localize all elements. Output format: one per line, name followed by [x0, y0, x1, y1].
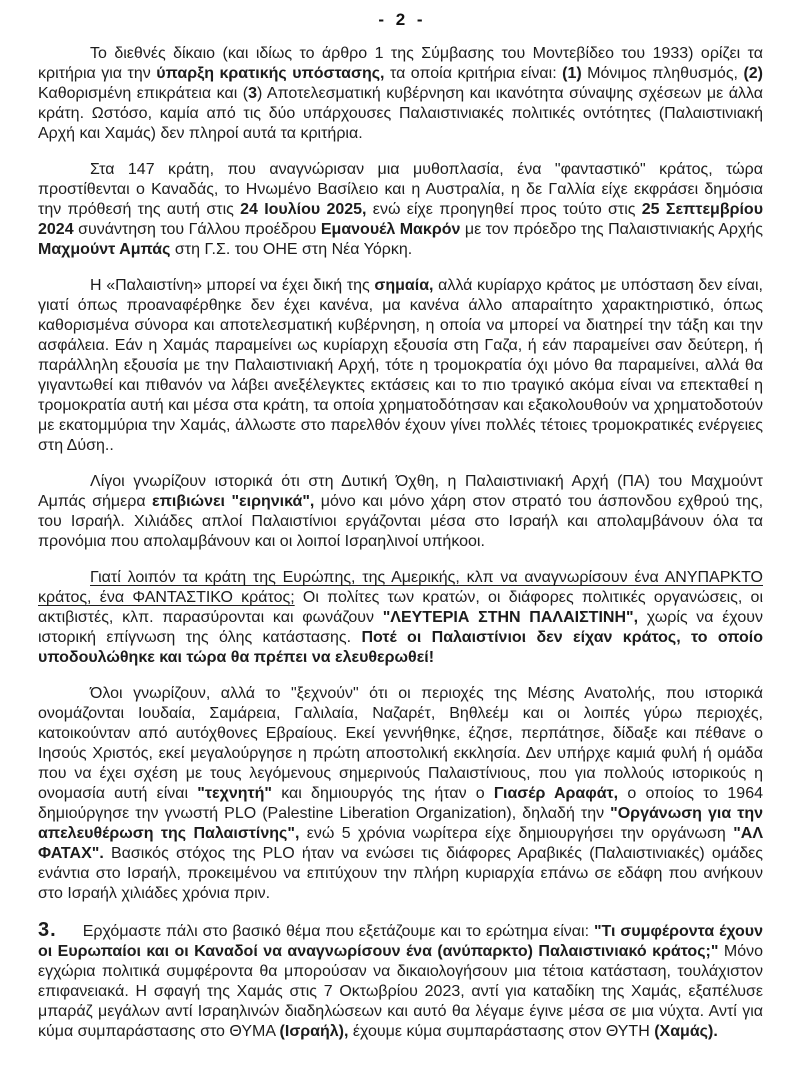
text-run: μόνο και μόνο χάρη στον στρατό του άσπονδου εχθρού της, του Ισραήλ. Χιλιάδες απλοί Παλαιστίνιοι εργάζονται μέσα στο Ισραήλ και απολαμβάνουν όλα τα προνόμια που απολαμβάνουν και οι λοιποί Ισραηλινοί υπήκοοι.: [38, 493, 764, 550]
emphasized-text: Γιατί λοιπόν τα κράτη της Ευρώπης, της Αμερικής, κλπ να αναγνωρίσουν ένα ΑΝΥΠΑΡΚΤΟ κράτος, ένα ΦΑΝΤΑΣΤΙΚΟ κράτος;: [38, 569, 763, 606]
section-number: 3.: [38, 919, 57, 941]
emphasized-text: "Οργάνωση για την απελευθέρωση της Παλαιστίνης",: [38, 805, 764, 842]
text-run: ενώ 5 χρόνια νωρίτερα είχε δημιουργήσει την οργάνωση: [299, 825, 734, 842]
paragraph: [38, 44, 763, 144]
document-body: [0, 30, 801, 1042]
emphasized-text: Εμανουέλ Μακρόν: [320, 221, 461, 238]
text-run: Στα 147 κράτη, που αναγνώρισαν μια μυθοπλασία, ένα "φανταστικό" κράτος, τώρα προστίθενται ο Καναδάς, το Ηνωμένο Βασίλειο και η Αυστραλία, η δε Γαλλία είχε εκφράσει δημόσια την πρόθεσή της αυτή στις: [38, 161, 763, 218]
text-run: Λίγοι γνωρίζουν ιστορικά ότι στη Δυτική Όχθη, η Παλαιστινιακή Αρχή (ΠΑ) του Μαχμούντ Αμπάς σήμερα: [38, 473, 763, 510]
text-run: και δημιουργός της ήταν ο: [272, 785, 494, 802]
text-run: συνάντηση του Γάλλου προέδρου: [73, 221, 321, 238]
emphasized-text: 3: [248, 85, 257, 102]
paragraph: [38, 472, 763, 552]
emphasized-text: Ποτέ οι Παλαιστίνιοι δεν είχαν κράτος, το οποίο υποδουλώθηκε και τώρα θα πρέπει να ελευθερωθεί!: [38, 629, 763, 666]
text-run: Οι πολίτες των κρατών, οι διάφορες πολιτικές οργανώσεις, οι ακτιβιστές, κλπ. παρασύρονται και φωνάζουν: [38, 589, 764, 626]
emphasized-text: (2): [743, 65, 764, 82]
text-run: Ερχόμαστε πάλι στο βασικό θέμα που εξετάζουμε και το ερώτημα είναι:: [82, 923, 594, 940]
page-number: - 2 -: [378, 10, 423, 29]
paragraph: [38, 160, 763, 260]
paragraph: [38, 568, 763, 668]
emphasized-text: Μαχμούντ Αμπάς: [38, 241, 171, 258]
text-run: έχουμε κύμα συμπαράστασης στον ΘΥΤΗ: [348, 1023, 655, 1040]
emphasized-text: "ΑΛ ΦΑΤΑΧ".: [38, 825, 763, 862]
emphasized-text: "ΛΕΥΤΕΡΙΑ ΣΤΗΝ ΠΑΛΑΙΣΤΙΝΗ",: [382, 609, 639, 626]
text-run: με τον πρόεδρο της Παλαιστινιακής Αρχής: [460, 221, 764, 238]
text-run: Η «Παλαιστίνη» μπορεί να έχει δική της: [90, 277, 375, 294]
text-run: χωρίς να έχουν ιστορική επίγνωση της όλης κατάστασης.: [38, 609, 763, 646]
text-run: τα οποία κριτήρια είναι:: [384, 65, 563, 82]
text-run: αλλά κυρίαρχο κράτος με υπόσταση δεν είναι, γιατί όπως προαναφέρθηκε δεν έχει κανένα, μα κανένα άλλο απαραίτητο χαρακτηριστικό, όπως καθορισμένα σύνορα και αποτελεσματική κυβέρνηση, η οποία να μπορεί να διατηρεί την τάξη και την ασφάλεια. Εάν η Χαμάς παραμείνει ως κυρίαρχη εξουσία στη Γαζα, ή εάν παραμείνει σαν δεύτερη, ή παράλληλη εξουσία με την Παλαιστινιακή Αρχή, τότε η τρομοκρατία όχι μόνο θα παραμείνει, αλλά θα γιγαντωθεί και πιθανόν να λάβει ανεξέλεγκτες εκτάσεις και το πιο τραγικό ακόμα είναι να επεκταθεί η τρομοκρατία αυτή και μέσα στα κράτη, τα οποία χρηματοδότησαν και εξακολουθούν να χρηματοδοτούν με εκατομμύρια την Χαμάς, άλλωστε στο παρελθόν έχουν γίνει πολλές τέτοιες τρομοκρατικές ενέργειες στη Δύση..: [38, 277, 763, 454]
numbered-paragraph: [38, 920, 763, 1042]
paragraph: [38, 684, 763, 904]
text-run: ενώ είχε προηγηθεί προς τούτο στις: [366, 201, 642, 218]
text-run: Μόνιμος πληθυσμός,: [581, 65, 744, 82]
emphasized-text: (1): [562, 65, 582, 82]
text-run: Μόνο εγχώρια πολιτικά συμφέροντα θα μπορούσαν να δικαιολογήσουν μια τέτοια κατάσταση, τουλάχιστον επιφανειακά. Η σφαγή της Χαμάς στις 7 Οκτωβρίου 2023, αντί για καταδίκη της Χαμάς, εξαπέλυσε μπαράζ μεγάλων αντί Ισραηλινών διαδηλώσεων και αυτό θα λέγαμε έγινε μέσα σε μια νύχτα. Αντί για κύμα συμπαράστασης στο ΘΥΜΑ: [38, 943, 763, 1040]
emphasized-text: ύπαρξη κρατικής υπόστασης,: [156, 65, 385, 82]
text-run: ο οποίος το 1964 δημιούργησε την γνωστή PLO (Palestine Liberation Organization), δηλαδή την: [38, 785, 764, 822]
emphasized-text: "τεχνητή": [197, 785, 272, 802]
emphasized-text: 25 Σεπτεμβρίου 2024: [38, 201, 764, 238]
emphasized-text: 24 Ιουλίου 2025,: [240, 201, 367, 218]
emphasized-text: σημαία,: [374, 277, 434, 294]
emphasized-text: (Χαμάς).: [654, 1023, 718, 1040]
text-run: Καθορισμένη επικράτεια και (: [38, 85, 249, 102]
emphasized-text: "Τι συμφέροντα έχουν οι Ευρωπαίοι και οι Καναδοί να αναγνωρίσουν ένα (ανύπαρκτο) Παλαιστινιακό κράτος;": [38, 923, 763, 960]
emphasized-text: επιβιώνει "ειρηνικά",: [152, 493, 315, 510]
text-run: στη Γ.Σ. του ΟΗΕ στη Νέα Υόρκη.: [170, 241, 413, 258]
text-run: Το διεθνές δίκαιο (και ιδίως το άρθρο 1 της Σύμβασης του Μοντεβίδεο του 1933) ορίζει τα κριτήρια για την: [38, 45, 763, 82]
paragraph: [38, 276, 763, 456]
text-run: Βασικός στόχος της PLO ήταν να ενώσει τις διάφορες Αραβικές (Παλαιστινιακές) ομάδες ενάντια στο Ισραήλ, προκειμένου να επιτύχουν την πλήρη κυριαρχία επάνω σε εδάφη που ανήκουν στο Ισραήλ χιλιάδες χρόνια πριν.: [38, 845, 763, 902]
text-run: ) Αποτελεσματική κυβέρνηση και ικανότητα σύναψης σχέσεων με άλλα κράτη. Ωστόσο, καμία από τις δύο υπάρχουσες Παλαιστινιακές πολιτικές οντότητες (Παλαιστινιακή Αρχή και Χαμάς) δεν πληροί αυτά τα κριτήρια.: [38, 85, 763, 142]
emphasized-text: Γιασέρ Αραφάτ,: [493, 785, 619, 802]
text-run: Όλοι γνωρίζουν, αλλά το "ξεχνούν" ότι οι περιοχές της Μέσης Ανατολής, που ιστορικά ονομάζονται Ιουδαία, Σαμάρεια, Γαλιλαία, Ναζαρέτ, Βηθλεέμ και οι λοιπές γύρω περιοχές, κατοικούνταν από αυτόχθονες Εβραίους. Εκεί γεννήθηκε, έζησε, περπάτησε, δίδαξε και πέθανε ο Ιησούς Χριστός, εκεί μεγαλούργησε η πρώτη αποστολική εκκλησία. Δεν υπήρχε καμιά φυλή ή ομάδα που να έχει σχέση με τους λεγόμενους σημερινούς Παλαιστίνιους, που για πολλούς ιστορικούς η ονομασία αυτή είναι: [38, 685, 763, 802]
emphasized-text: (Ισραήλ),: [279, 1023, 349, 1040]
